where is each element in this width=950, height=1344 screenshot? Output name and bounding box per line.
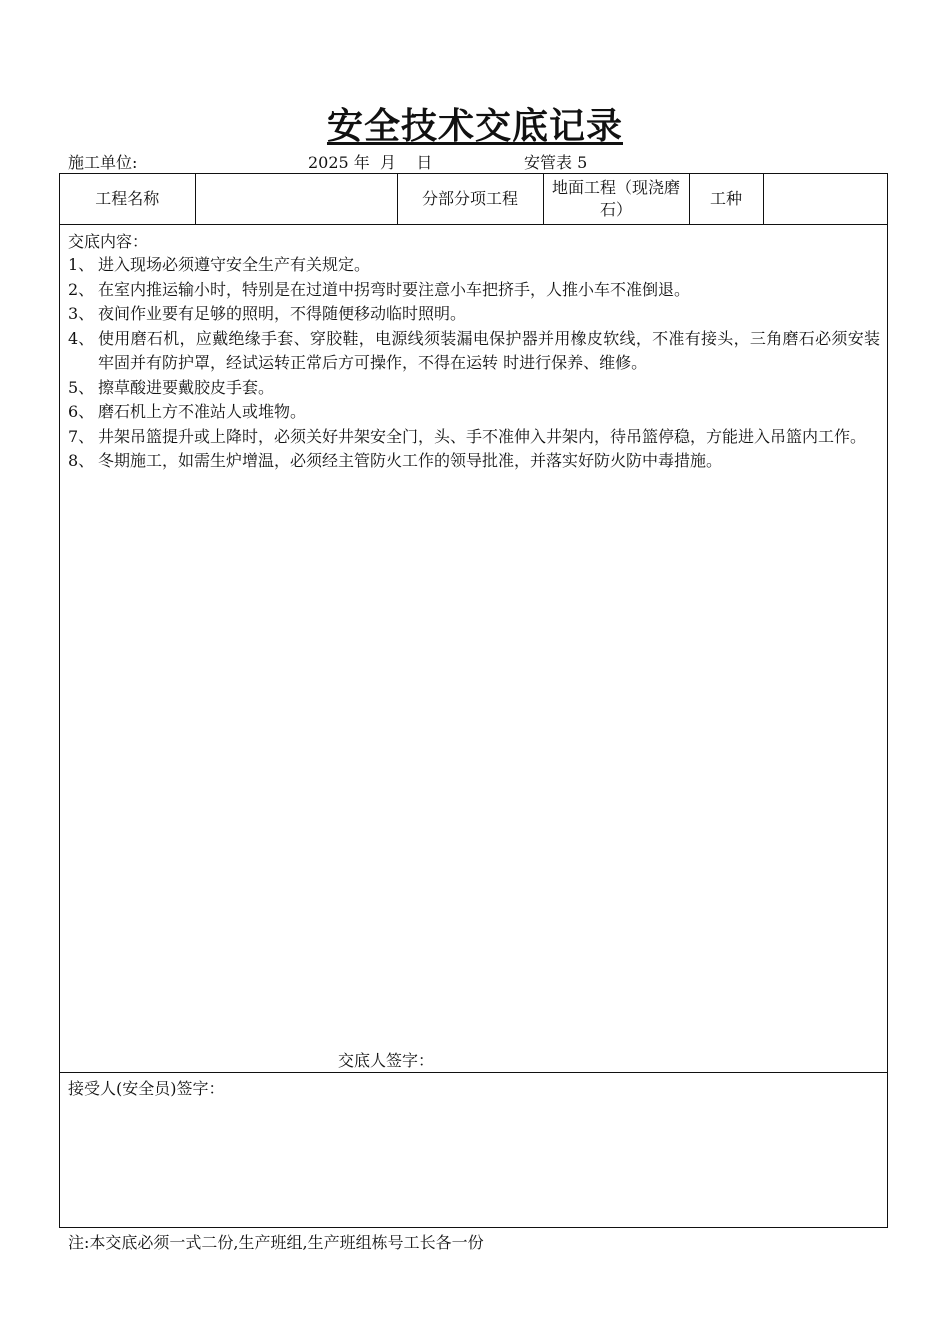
list-item — [68, 400, 880, 425]
list-item — [68, 376, 880, 401]
record-frame — [59, 173, 888, 1228]
list-item-number: 5、 — [68, 377, 95, 397]
disclosure-content — [60, 226, 887, 1073]
project-name-label: 工程名称 — [60, 174, 195, 225]
list-item — [68, 302, 880, 327]
date-field: 2025 年 月 日 — [308, 153, 433, 172]
list-item — [68, 327, 880, 376]
content-list — [68, 253, 880, 474]
form-number: 安管表 5 — [524, 153, 588, 172]
trade-value[interactable] — [763, 174, 887, 225]
subdivision-value: 地面工程（现浇磨石） — [543, 174, 689, 225]
list-item — [68, 449, 880, 474]
list-item-text: 井架吊篮提升或上降时，必须关好井架安全门，头、手不准伸入井架内，待吊篮停稳，方能进入吊篮内工作。 — [98, 426, 867, 446]
header-table — [60, 174, 887, 225]
project-name-value[interactable] — [195, 174, 397, 225]
list-item-number: 8、 — [68, 451, 95, 470]
list-item-text: 磨石机上方不准站人或堆物。 — [98, 402, 307, 421]
construction-unit-label: 施工单位: — [68, 153, 138, 172]
list-item-number: 3、 — [68, 304, 95, 323]
list-item — [68, 425, 880, 450]
list-item — [68, 253, 880, 278]
list-item-number: 6、 — [68, 402, 95, 421]
list-item-number: 7、 — [68, 426, 95, 446]
list-item-number: 2、 — [68, 279, 95, 299]
list-item — [68, 278, 880, 303]
footer-note: 注:本交底必须一式二份,生产班组,生产班组栋号工长各一份 — [68, 1233, 484, 1252]
list-item-number: 1、 — [68, 255, 95, 274]
list-item-text: 擦草酸进要戴胶皮手套。 — [98, 377, 275, 397]
subdivision-label: 分部分项工程 — [397, 174, 543, 225]
list-item-text: 在室内推运输小时，特别是在过道中拐弯时要注意小车把挤手，人推小车不准倒退。 — [98, 279, 691, 299]
list-item-number: 4、 — [68, 328, 95, 348]
discloser-signature-label: 交底人签字： — [338, 1051, 435, 1070]
content-heading: 交底内容： — [68, 232, 149, 251]
list-item-text: 进入现场必须遵守安全生产有关规定。 — [98, 255, 371, 274]
list-item-text: 使用磨石机，应戴绝缘手套、穿胶鞋，电源线须装漏电保护器并用橡皮软线，不准有接头，三角磨石必须安装牢固并有防护罩，经试运转正常后方可操作，不得在运转 时进行保养、维修。 — [98, 328, 880, 372]
receiver-signature-area[interactable] — [60, 1073, 887, 1227]
trade-label: 工种 — [689, 174, 763, 225]
document-title: 安全技术交底记录 — [326, 106, 623, 147]
receiver-signature-label: 接受人(安全员)签字： — [68, 1079, 225, 1098]
list-item-text: 夜间作业要有足够的照明，不得随便移动临时照明。 — [98, 304, 467, 323]
list-item-text: 冬期施工，如需生炉增温，必须经主管防火工作的领导批准，并落实好防火防中毒措施。 — [98, 451, 723, 470]
